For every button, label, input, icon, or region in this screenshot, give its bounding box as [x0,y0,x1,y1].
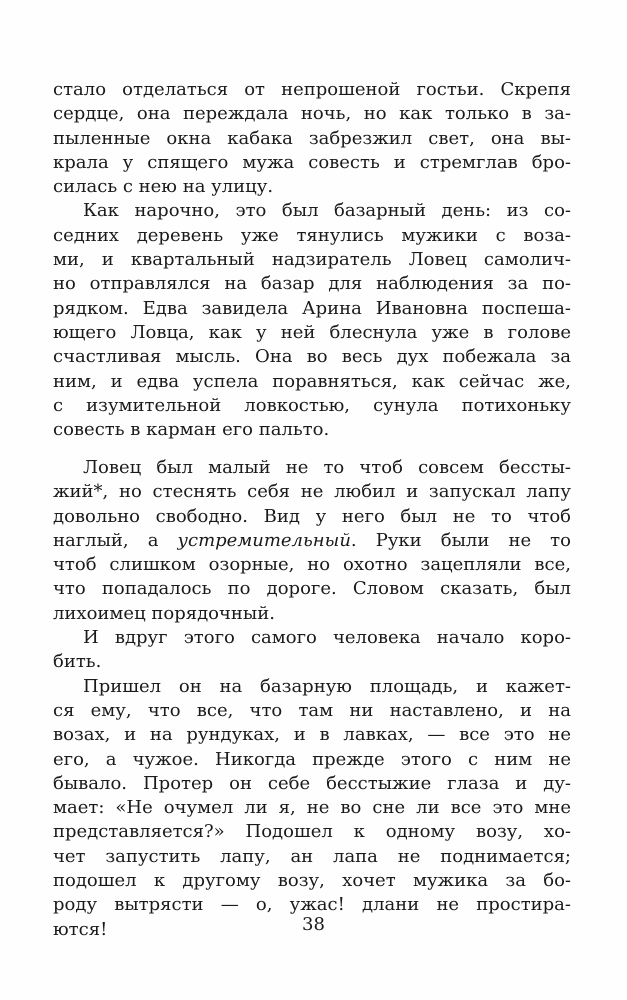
text-line: с изумительной ловкостью, сунула потихоньку [53,394,571,416]
text-line: чтоб слишком озорные, но охотно зацепляли все, [53,554,571,576]
text-line: его, а чужое. Никогда прежде этого с ним не [53,748,571,770]
text-line: силась с нею на улицу. [53,176,274,198]
text-line: рядком. Едва завидела Арина Ивановна поспеша- [53,297,571,319]
text-line: пыленные окна кабака забрезжил свет, она вы- [53,127,571,149]
text-section-2 [53,456,571,942]
text-line: подошел к другому возу, хочет мужика за бо- [53,870,571,892]
text-line: бывало. Протер он себе бесстыжие глаза и ду- [53,772,571,794]
text-line: возах, и на рундуках, и в лавках, — все это не [53,724,571,746]
text-line: ющего Ловца, как у ней блеснула уже в голове [53,321,571,343]
text-line: седних деревень уже тянулись мужики с воза- [53,224,571,246]
text-line-with-emphasis [53,529,571,553]
text-line: крала у спящего мужа совесть и стремглав бро- [53,151,571,173]
text-line: Как нарочно, это был базарный день: из со- [83,200,571,222]
text-fragment: наглый, а [53,529,178,551]
text-line: мает: «Не очумел ли я, не во сне ли все это мне [53,797,571,819]
text-line: Ловец был малый не то чтоб совсем бессты- [83,457,571,478]
text-line: чет запустить лапу, ан лапа не поднимается; [53,845,571,867]
emphasized-word: устремительный [177,529,351,551]
text-fragment: . Руки были не то [350,529,571,551]
text-line: И вдруг этого самого человека начало коро- [83,627,571,649]
text-line: довольно свободно. Вид у него был не то чтоб [53,505,571,527]
text-line: сердце, она переждала ночь, но как только в за- [53,103,571,125]
text-line: но отправлялся на базар для наблюдения за по- [53,273,571,295]
text-line: роду вытрясти — о, ужас! длани не простира- [53,894,571,916]
text-line: ются! [53,918,108,940]
text-line: бить. [53,651,102,673]
text-line: лихоимец порядочный. [53,602,275,624]
text-line: представляется?» Подошел к одному возу, хо- [53,821,571,843]
text-line: стало отделаться от непрошеной гостьи. Скрепя [53,79,571,100]
text-line: ми, и квартальный надзиратель Ловец самолич- [53,249,571,271]
text-line: совесть в карман его пальто. [53,419,330,441]
text-line: ся ему, что все, что там ни наставлено, и на [53,699,571,721]
text-line: ним, и едва успела поравняться, как сейчас же, [53,370,571,392]
text-line: что попадалось по дороге. Словом сказать, был [53,578,571,600]
text-line: жий*, но стеснять себя не любил и запускал лапу [53,481,571,503]
text-section-1 [53,78,571,442]
text-line: Пришел он на базарную площадь, и кажет- [83,675,571,697]
text-line: счастливая мысль. Она во весь дух побежала за [53,346,571,368]
page-number: 38 [302,914,325,935]
